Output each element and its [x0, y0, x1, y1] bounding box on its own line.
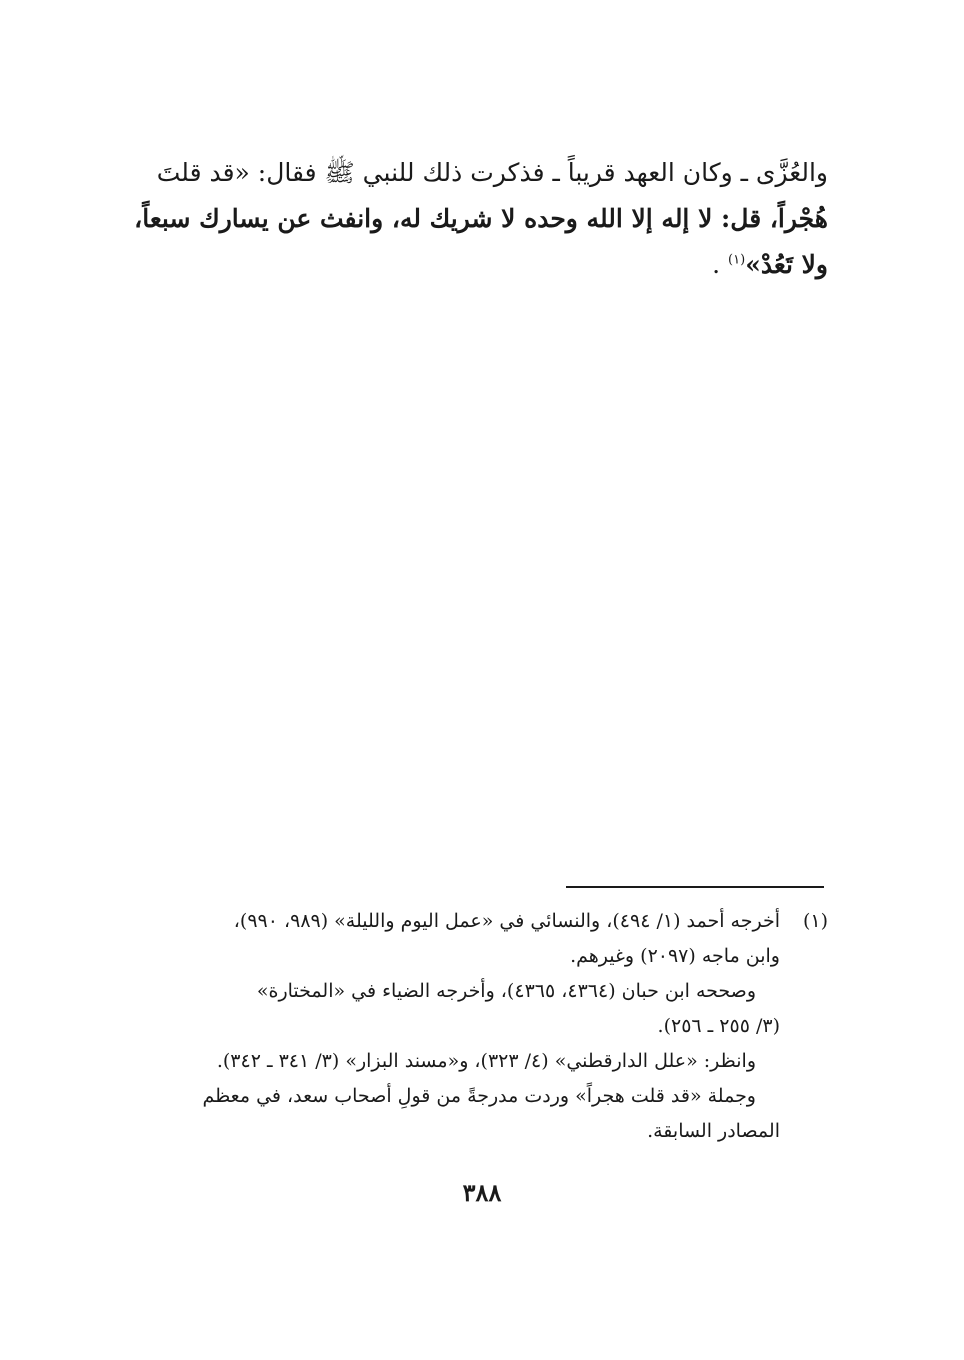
text-line-3-bold: ولا تَعُدْ»	[745, 250, 828, 279]
footnote-line: وجملة «قد قلت هجراً» وردت مدرجةً من قولِ أصحاب سعد، في معظم	[202, 1085, 756, 1107]
footnote-line: وابن ماجه (٢٠٩٧) وغيرهم.	[570, 945, 780, 967]
text-line-3-end: .	[712, 250, 729, 279]
footnote-number: (١)	[802, 910, 828, 932]
footnote-text: أخرجه أحمد (١/ ٤٩٤)، والنسائي في «عمل اليوم والليلة» (٩٨٩، ٩٩٠)،	[233, 910, 780, 932]
footnote-separator	[566, 886, 824, 888]
footnote-line: وصححه ابن حبان (٤٣٦٤، ٤٣٦٥)، وأخرجه الضياء في «المختارة»	[256, 980, 756, 1002]
footnotes-block	[132, 904, 828, 1149]
footnote-line: المصادر السابقة.	[647, 1120, 780, 1142]
footnote-line: (٣/ ٢٥٥ ـ ٢٥٦).	[657, 1015, 780, 1037]
footnote-line	[132, 904, 828, 939]
footnote-line: وانظر: «علل الدارقطني» (٤/ ٣٢٣)، و«مسند البزار» (٣/ ٣٤١ ـ ٣٤٢).	[216, 1050, 756, 1072]
text-line-1: والعُزَّى ـ وكان العهد قريباً ـ فذكرت ذلك للنبي ﷺ فقال: «قد قلتَ	[156, 158, 828, 187]
main-text-block	[132, 150, 828, 288]
footnote-reference[interactable]: (١)	[728, 252, 746, 268]
text-line-2: هُجْراً، قل: لا إله إلا الله وحده لا شريك له، وانفث عن يسارك سبعاً،	[134, 204, 828, 233]
text-line-3	[132, 242, 828, 288]
page-number: ٣٨٨	[462, 1178, 502, 1207]
